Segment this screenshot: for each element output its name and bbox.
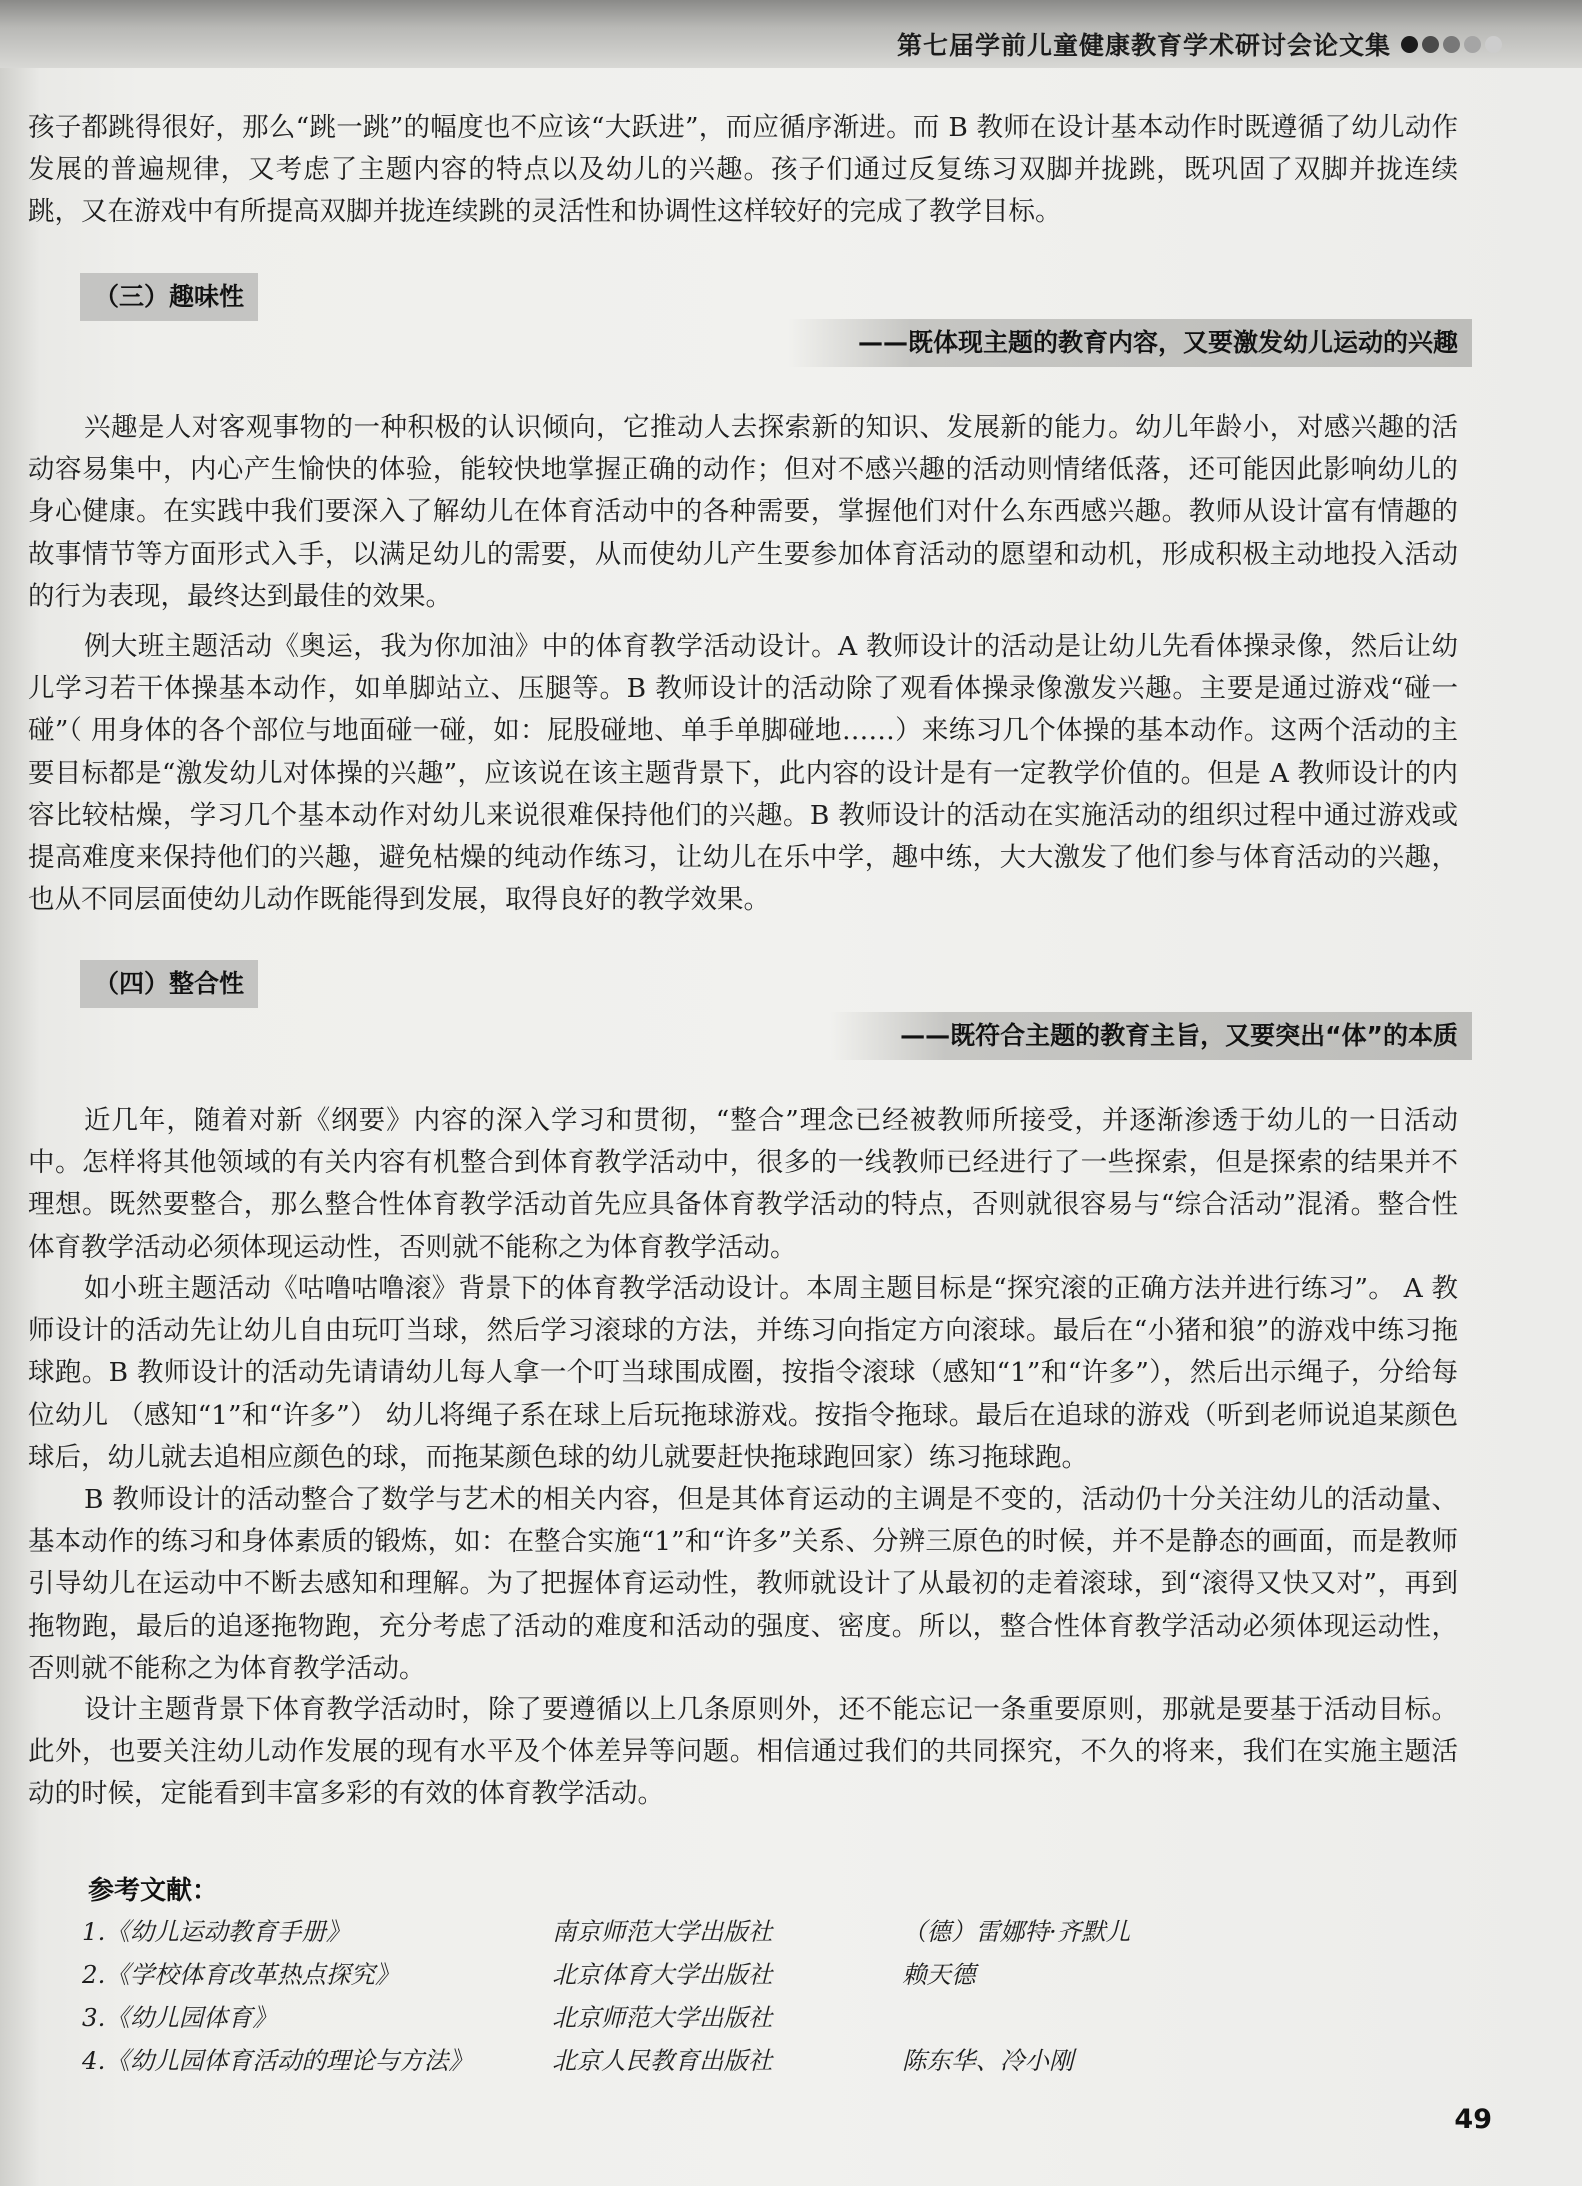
reference-publisher: 南京师范大学出版社 bbox=[552, 1917, 773, 1946]
reference-item bbox=[82, 1955, 1332, 1995]
running-header bbox=[0, 0, 1582, 68]
section-3-paragraph: 兴趣是人对客观事物的一种积极的认识倾向，它推动人去探索新的知识、发展新的能力。幼儿年龄小，对感兴趣的活动容易集中，内心产生愉快的体验，能较快地掌握正确的动作；但对不感兴趣的活动则情绪低落，还可能因此影响幼儿的身心健康。在实践中我们要深入了解幼儿在体育活动中的各种需要，掌握他们对什么东西感兴趣。教师从设计富有情趣的故事情节等方面形式入手，以满足幼儿的需要，从而使幼儿产生要参加体育活动的愿望和动机，形成积极主动地投入活动的行为表现，最终达到最佳的效果。 bbox=[28, 412, 1458, 612]
header-dot bbox=[1485, 36, 1502, 53]
header-title bbox=[897, 26, 1502, 62]
reference-publisher: 北京师范大学出版社 bbox=[552, 2003, 773, 2032]
section-4-paragraph: 近几年，随着对新《纲要》内容的深入学习和贯彻，“整合”理念已经被教师所接受，并逐渐渗透于幼儿的一日活动中。怎样将其他领域的有关内容有机整合到体育教学活动中，很多的一线教师已经进行了一些探索，但是探索的结果并不理想。既然要整合，那么整合性体育教学活动首先应具备体育教学活动的特点，否则就很容易与“综合活动”混淆。整合性体育教学活动必须体现运动性，否则就不能称之为体育教学活动。 bbox=[28, 1105, 1458, 1263]
reference-item bbox=[82, 1998, 1332, 2038]
reference-author: 赖天德 bbox=[902, 1960, 976, 1989]
reference-title: 4.《幼儿园体育活动的理论与方法》 bbox=[82, 2046, 473, 2075]
reference-author: 陈东华、冷小刚 bbox=[902, 2046, 1074, 2075]
header-dot bbox=[1401, 36, 1418, 53]
header-title-text: 第七届学前儿童健康教育学术研讨会论文集 bbox=[896, 31, 1391, 60]
section-4-subtitle: ——既符合主题的教育主旨，又要突出“体”的本质 bbox=[830, 1012, 1472, 1060]
header-dots bbox=[1401, 36, 1502, 53]
section-4-tag: （四）整合性 bbox=[80, 960, 258, 1008]
references-title: 参考文献： bbox=[88, 1876, 219, 1906]
section-4-paragraph: 如小班主题活动《咕噜咕噜滚》背景下的体育教学活动设计。本周主题目标是“探究滚的正确方法并进行练习”。 A 教师设计的活动先让幼儿自由玩叮当球，然后学习滚球的方法，并练习向指定方向滚球。最后在“小猪和狼”的游戏中练习拖球跑。B 教师设计的活动先请请幼儿每人拿一个叮当球围成圈，按指令滚球（感知“1”和“许多”），然后出示绳子，分给每位幼儿 （感知“1”和“许多”） 幼儿将绳子系在球上后玩拖球游戏。按指令拖球。最后在追球的游戏（听到老师说追某颜色球后，幼儿就去追相应颜色的球，而拖某颜色球的幼儿就要赶快拖球跑回家）练习拖球跑。 bbox=[28, 1273, 1458, 1473]
page-number: 49 bbox=[1454, 2104, 1492, 2135]
section-4-paragraph: 设计主题背景下体育教学活动时，除了要遵循以上几条原则外，还不能忘记一条重要原则，那就是要基于活动目标。此外，也要关注幼儿动作发展的现有水平及个体差异等问题。相信通过我们的共同探究，不久的将来，我们在实施主题活动的时候，定能看到丰富多彩的有效的体育教学活动。 bbox=[28, 1694, 1458, 1810]
section-4-paragraph: B 教师设计的活动整合了数学与艺术的相关内容，但是其体育运动的主调是不变的，活动仍十分关注幼儿的活动量、基本动作的练习和身体素质的锻炼，如：在整合实施“1”和“许多”关系、分辨三原色的时候，并不是静态的画面，而是教师引导幼儿在运动中不断去感知和理解。为了把握体育运动性，教师就设计了从最初的走着滚球，到“滚得又快又对”，再到拖物跑，最后的追逐拖物跑，充分考虑了活动的难度和活动的强度、密度。所以，整合性体育教学活动必须体现运动性，否则就不能称之为体育教学活动。 bbox=[28, 1484, 1458, 1684]
reference-title: 2.《学校体育改革热点探究》 bbox=[82, 1960, 400, 1989]
section-3-subtitle: ——既体现主题的教育内容，又要激发幼儿运动的兴趣 bbox=[788, 319, 1472, 367]
header-dot bbox=[1443, 36, 1460, 53]
reference-item bbox=[82, 2041, 1332, 2081]
header-dot bbox=[1464, 36, 1481, 53]
reference-publisher: 北京人民教育出版社 bbox=[552, 2046, 773, 2075]
reference-title: 1.《幼儿运动教育手册》 bbox=[82, 1917, 351, 1946]
reference-item bbox=[82, 1912, 1332, 1952]
header-dot bbox=[1422, 36, 1439, 53]
section-3-paragraph: 例大班主题活动《奥运，我为你加油》中的体育教学活动设计。A 教师设计的活动是让幼儿先看体操录像，然后让幼儿学习若干体操基本动作，如单脚站立、压腿等。B 教师设计的活动除了观看体操录像激发兴趣。主要是通过游戏“碰一碰”（ 用身体的各个部位与地面碰一碰，如：屁股碰地、单手单脚碰地……）来练习几个体操的基本动作。这两个活动的主要目标都是“激发幼儿对体操的兴趣”，应该说在该主题背景下，此内容的设计是有一定教学价值的。但是 A 教师设计的内容比较枯燥，学习几个基本动作对幼儿来说很难保持他们的兴趣。B 教师设计的活动在实施活动的组织过程中通过游戏或提高难度来保持他们的兴趣，避免枯燥的纯动作练习，让幼儿在乐中学，趣中练，大大激发了他们参与体育活动的兴趣，也从不同层面使幼儿动作既能得到发展，取得良好的教学效果。 bbox=[28, 631, 1458, 916]
intro-paragraph: 孩子都跳得很好，那么“跳一跳”的幅度也不应该“大跃进”，而应循序渐进。而 B 教师在设计基本动作时既遵循了幼儿动作发展的普遍规律，又考虑了主题内容的特点以及幼儿的兴趣。孩子们通过反复练习双脚并拢跳，既巩固了双脚并拢连续跳，又在游戏中有所提高双脚并拢连续跳的灵活性和协调性这样较好的完成了教学目标。 bbox=[28, 112, 1458, 228]
reference-publisher: 北京体育大学出版社 bbox=[552, 1960, 773, 1989]
section-3-tag: （三）趣味性 bbox=[80, 273, 258, 321]
reference-title: 3.《幼儿园体育》 bbox=[82, 2003, 277, 2032]
reference-author: （德）雷娜特·齐默儿 bbox=[902, 1917, 1131, 1946]
